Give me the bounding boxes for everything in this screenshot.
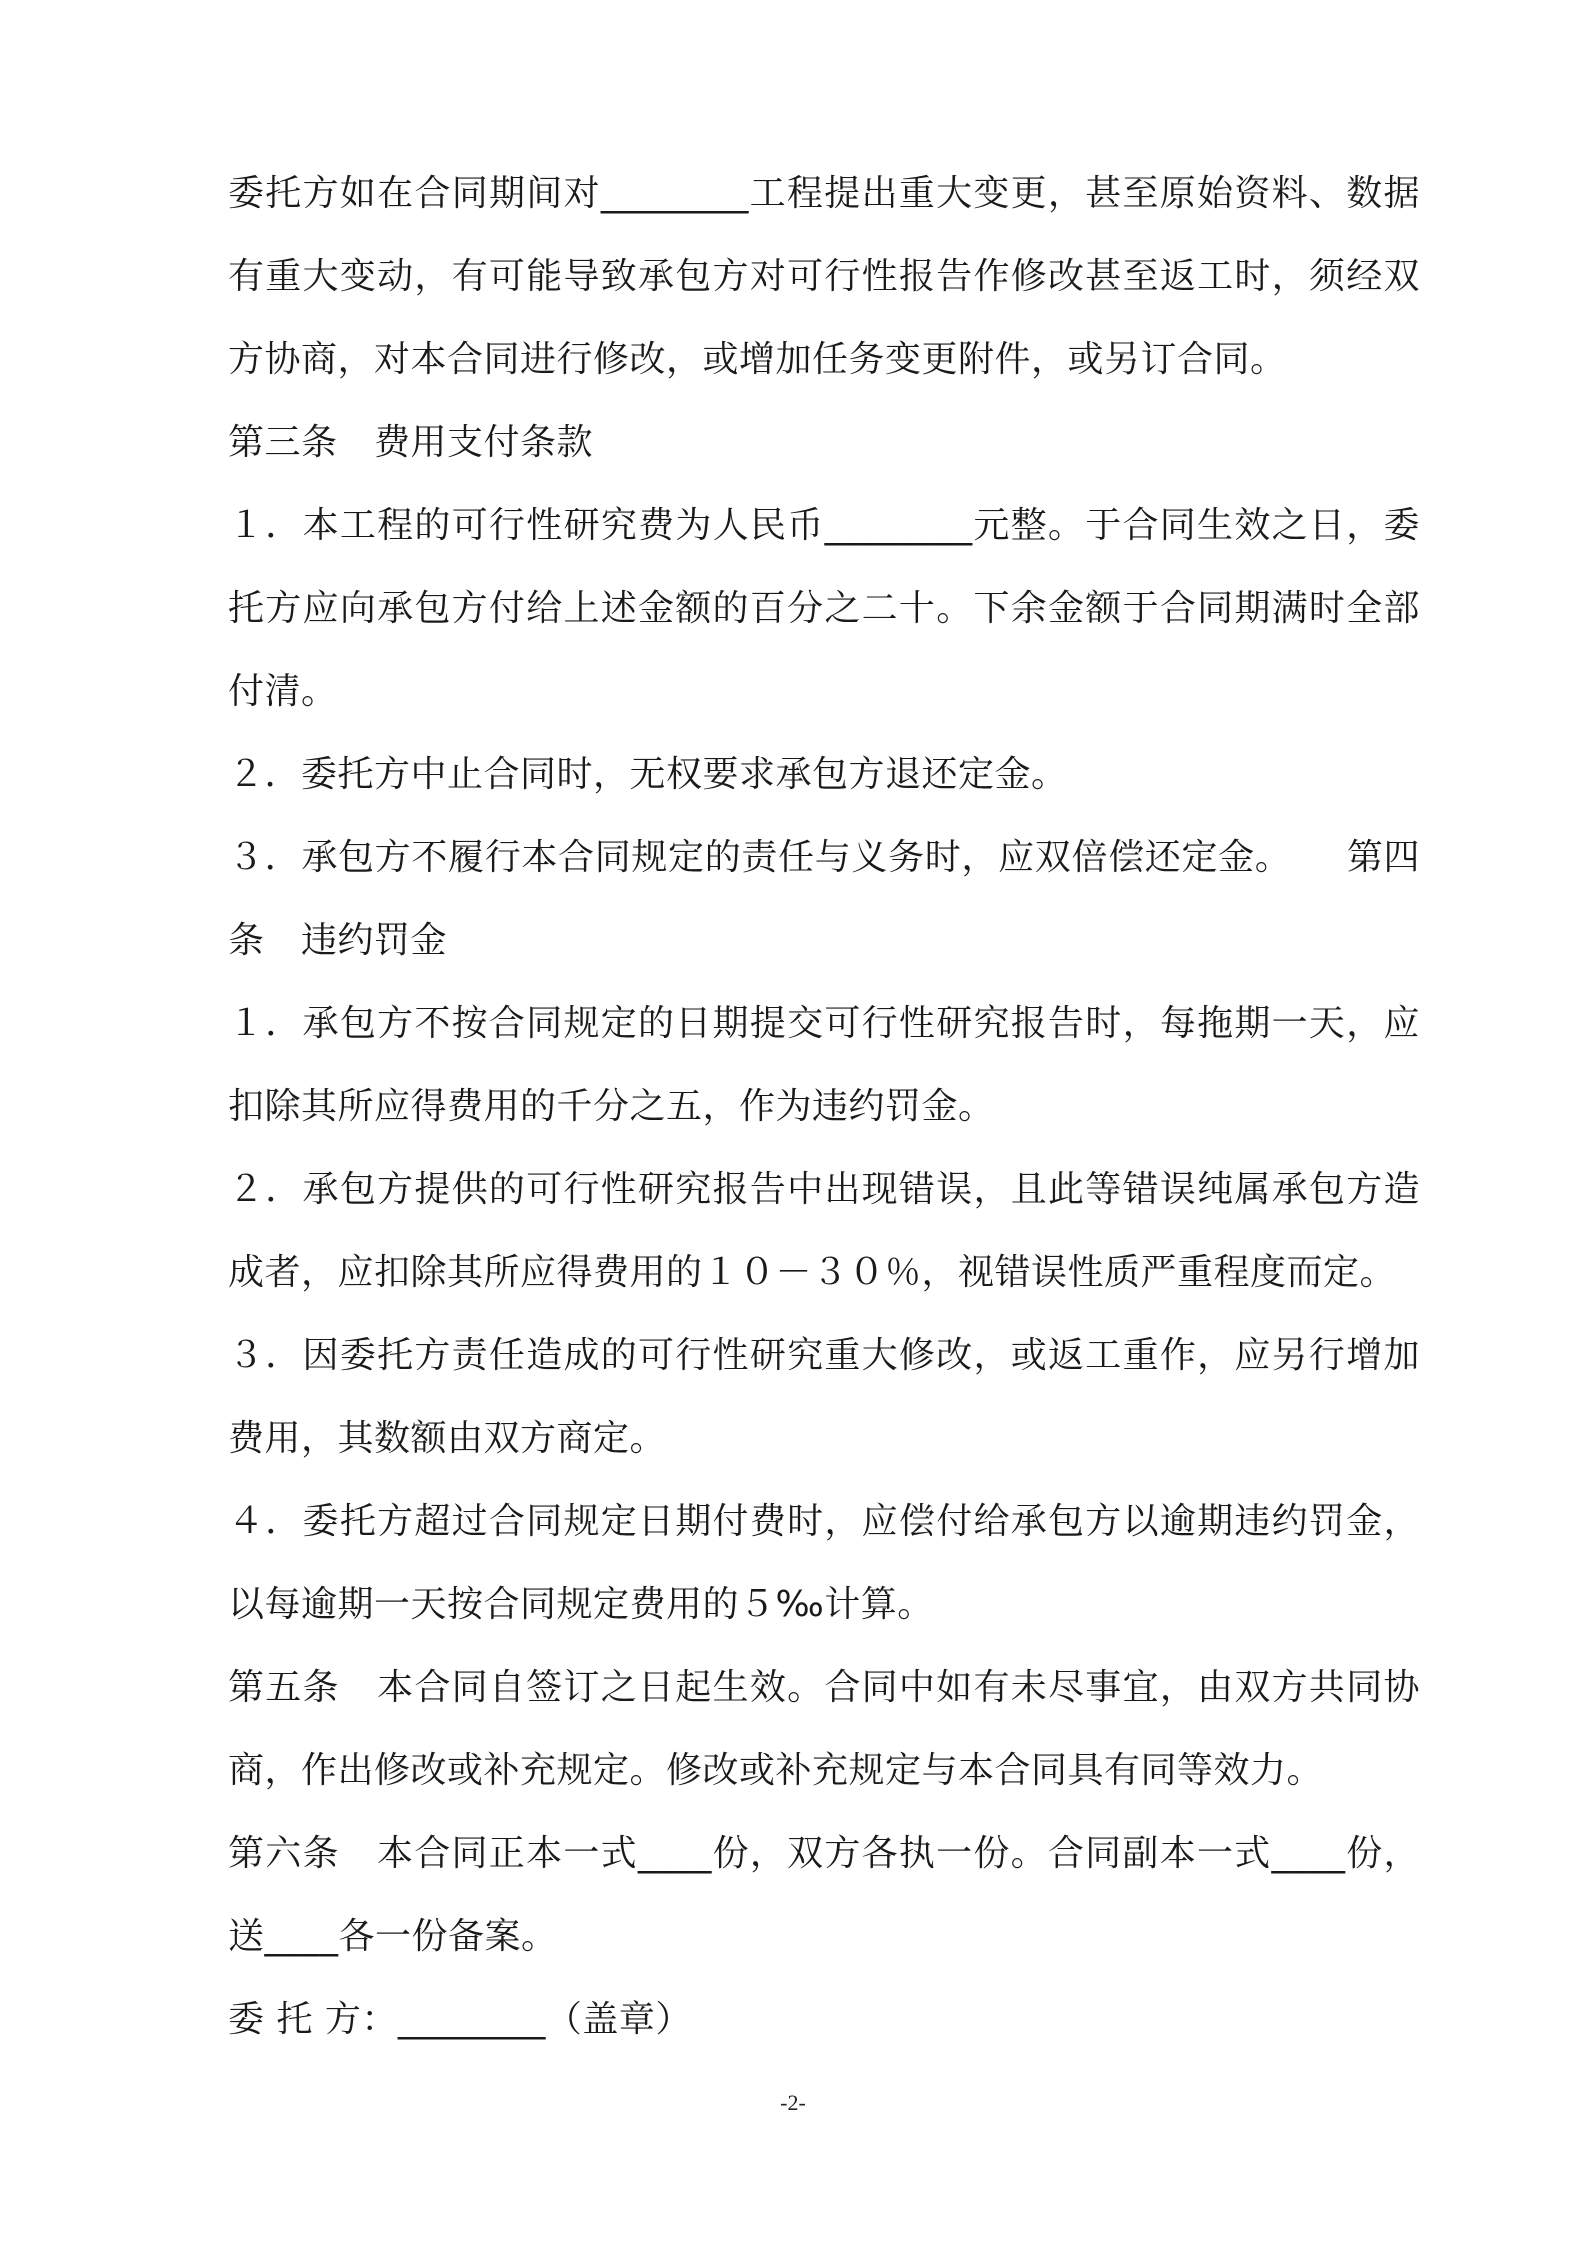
client-signature-line: 委 托 方：________（盖章） [228,1999,692,2040]
article-3-heading: 第三条 费用支付条款 [228,422,594,463]
payment-clause-2: ２．委托方中止合同时，无权要求承包方退还定金。 [228,754,1068,795]
penalty-clause-1: １．承包方不按合同规定的日期提交可行性研究报告时，每拖期一天，应扣除其所应得费用的千分之五，作为违约罚金。 [228,1003,1420,1127]
contract-body [228,152,1420,2061]
page-number: -2- [780,2090,806,2115]
penalty-clause-2: ２．承包方提供的可行性研究报告中出现错误，且此等错误纯属承包方造成者，应扣除其所应得费用的１０－３０％，视错误性质严重程度而定。 [228,1169,1420,1293]
penalty-clause-4: ４．委托方超过合同规定日期付费时，应偿付给承包方以逾期违约罚金，以每逾期一天按合同规定费用的５‰计算。 [228,1501,1420,1625]
payment-clause-1: １．本工程的可行性研究费为人民币________元整。于合同生效之日，委托方应向承包方付给上述金额的百分之二十。下余金额于合同期满时全部付清。 [228,505,1420,712]
penalty-clause-3: ３．因委托方责任造成的可行性研究重大修改，或返工重作，应另行增加费用，其数额由双方商定。 [228,1335,1420,1459]
payment-clause-3: ３．承包方不履行本合同规定的责任与义务时，应双倍偿还定金。 第四条 违约罚金 [228,837,1420,961]
article-5: 第五条 本合同自签订之日起生效。合同中如有未尽事宜，由双方共同协商，作出修改或补充规定。修改或补充规定与本合同具有同等效力。 [228,1667,1420,1791]
article-6: 第六条 本合同正本一式____份，双方各执一份。合同副本一式____份，送____各一份备案。 [228,1833,1420,1957]
paragraph-change-terms: 委托方如在合同期间对________工程提出重大变更，甚至原始资料、数据有重大变动，有可能导致承包方对可行性报告作修改甚至返工时，须经双方协商，对本合同进行修改，或增加任务变更附件，或另订合同。 [228,173,1420,380]
